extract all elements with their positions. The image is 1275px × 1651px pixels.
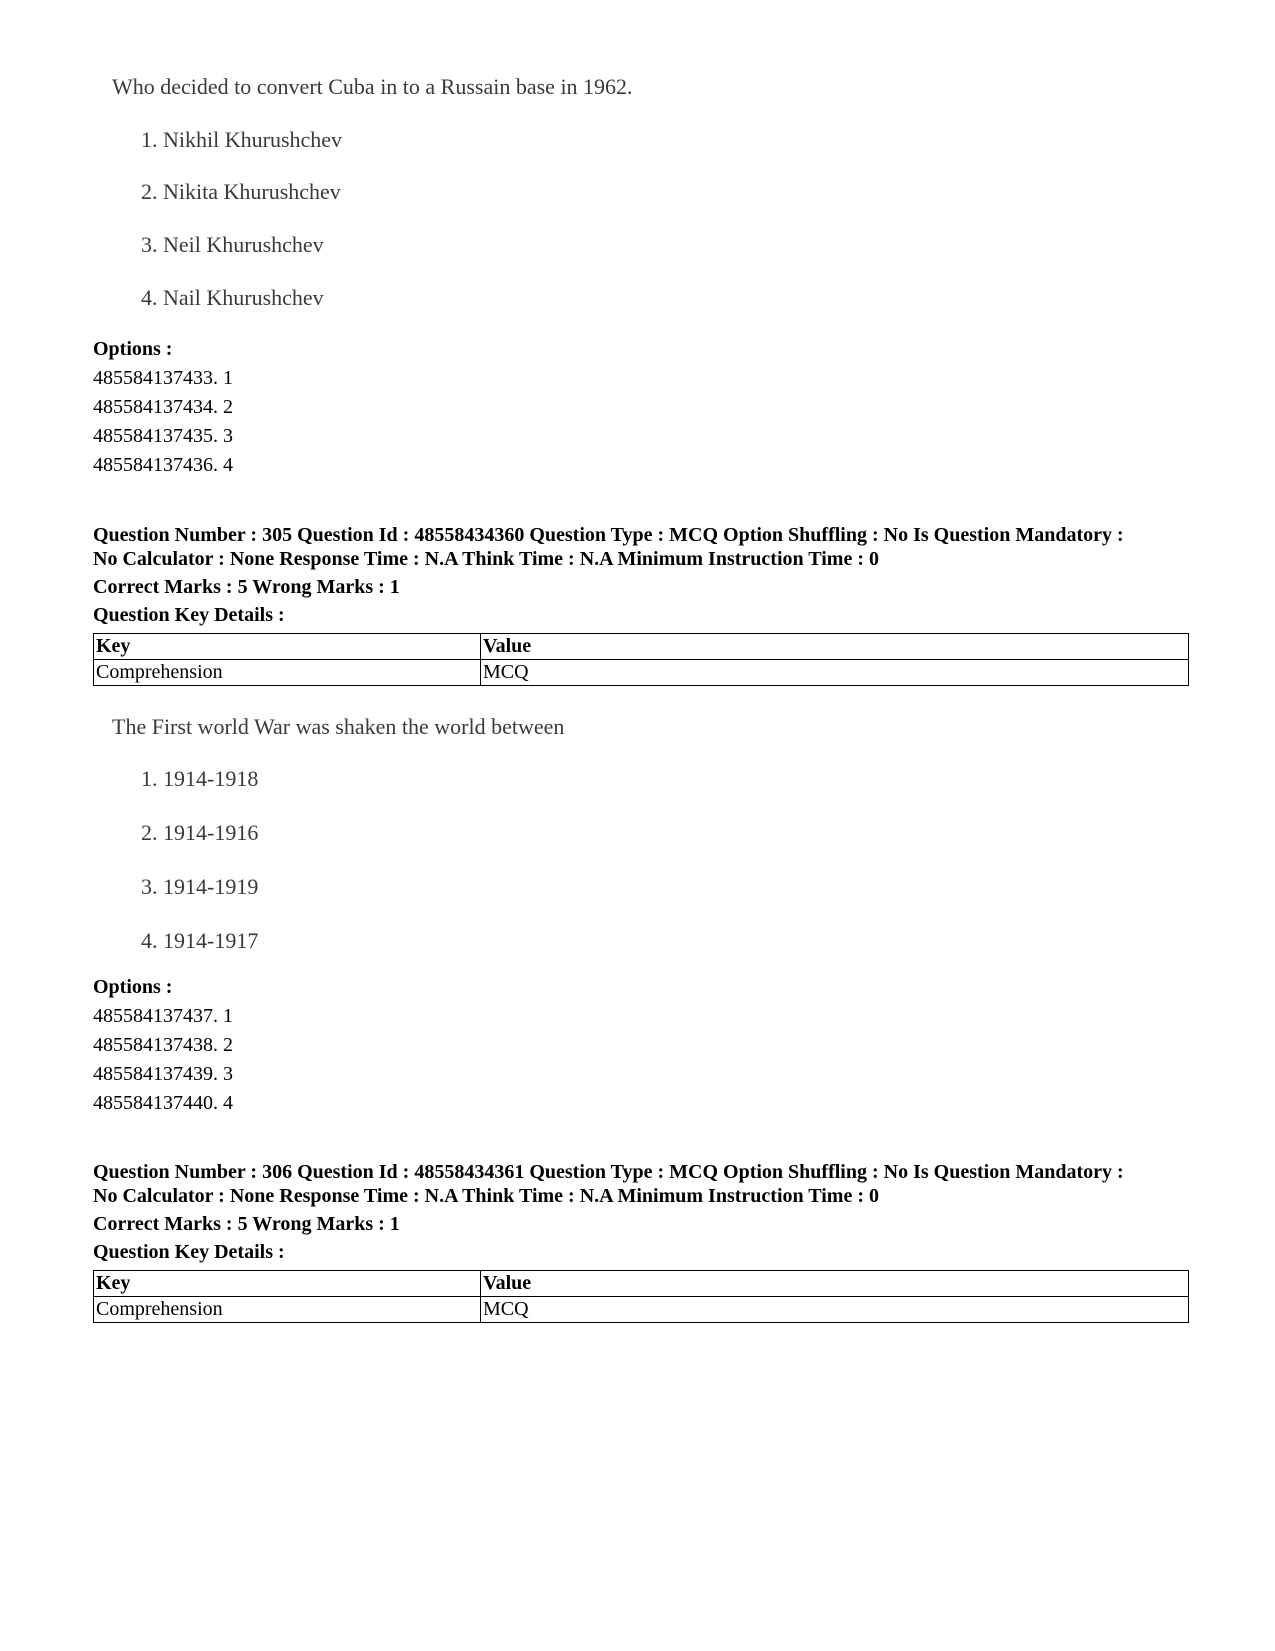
question-choice: 4. Nail Khurushchev [141, 285, 324, 310]
key-details-label: Question Key Details : [93, 604, 285, 626]
table-cell: MCQ [481, 1297, 1189, 1323]
table-cell: Comprehension [94, 1297, 481, 1323]
option-item: 485584137440. 4 [93, 1092, 233, 1114]
table-header-row [94, 1271, 1189, 1297]
table-cell: Comprehension [94, 660, 481, 686]
option-item: 485584137437. 1 [93, 1005, 233, 1027]
question-choice: 1. Nikhil Khurushchev [141, 127, 343, 152]
question-image-304 [112, 72, 812, 322]
question-meta-line: Question Number : 305 Question Id : 48558434360 Question Type : MCQ Option Shuffling : No Is Question Mandatory : [93, 524, 1124, 546]
table-header-row [94, 634, 1189, 660]
question-choice: 1. 1914-1918 [141, 766, 259, 791]
option-item: 485584137438. 2 [93, 1034, 233, 1056]
question-meta-line: No Calculator : None Response Time : N.A Think Time : N.A Minimum Instruction Time : 0 [93, 548, 879, 570]
option-item: 485584137439. 3 [93, 1063, 233, 1085]
question-choice: 2. Nikita Khurushchev [141, 179, 341, 204]
question-choice: 3. 1914-1919 [141, 874, 259, 899]
option-item: 485584137434. 2 [93, 396, 233, 418]
marks-line: Correct Marks : 5 Wrong Marks : 1 [93, 1213, 400, 1235]
option-item: 485584137433. 1 [93, 367, 233, 389]
question-image-305 [112, 712, 812, 962]
key-details-label: Question Key Details : [93, 1241, 285, 1263]
table-cell: MCQ [481, 660, 1189, 686]
key-details-table-306 [93, 1270, 1189, 1323]
table-row [94, 660, 1189, 686]
key-details-table-305 [93, 633, 1189, 686]
question-meta-line: Question Number : 306 Question Id : 48558434361 Question Type : MCQ Option Shuffling : No Is Question Mandatory : [93, 1161, 1124, 1183]
options-label: Options : [93, 338, 173, 360]
options-block-304 [93, 335, 1193, 480]
option-item: 485584137436. 4 [93, 454, 233, 476]
question-stem: Who decided to convert Cuba in to a Russain base in 1962. [112, 74, 633, 99]
table-row [94, 1297, 1189, 1323]
question-meta-306 [93, 1160, 1193, 1264]
table-header-cell: Value [481, 634, 1189, 660]
question-choice: 2. 1914-1916 [141, 820, 259, 845]
table-header-cell: Value [481, 1271, 1189, 1297]
question-meta-305 [93, 523, 1193, 627]
question-choice: 4. 1914-1917 [141, 928, 259, 953]
option-item: 485584137435. 3 [93, 425, 233, 447]
table-header-cell: Key [94, 634, 481, 660]
table-header-cell: Key [94, 1271, 481, 1297]
options-block-305 [93, 973, 1193, 1118]
question-choice: 3. Neil Khurushchev [141, 232, 324, 257]
question-stem: The First world War was shaken the world between [112, 714, 565, 739]
marks-line: Correct Marks : 5 Wrong Marks : 1 [93, 576, 400, 598]
question-meta-line: No Calculator : None Response Time : N.A Think Time : N.A Minimum Instruction Time : 0 [93, 1185, 879, 1207]
options-label: Options : [93, 976, 173, 998]
